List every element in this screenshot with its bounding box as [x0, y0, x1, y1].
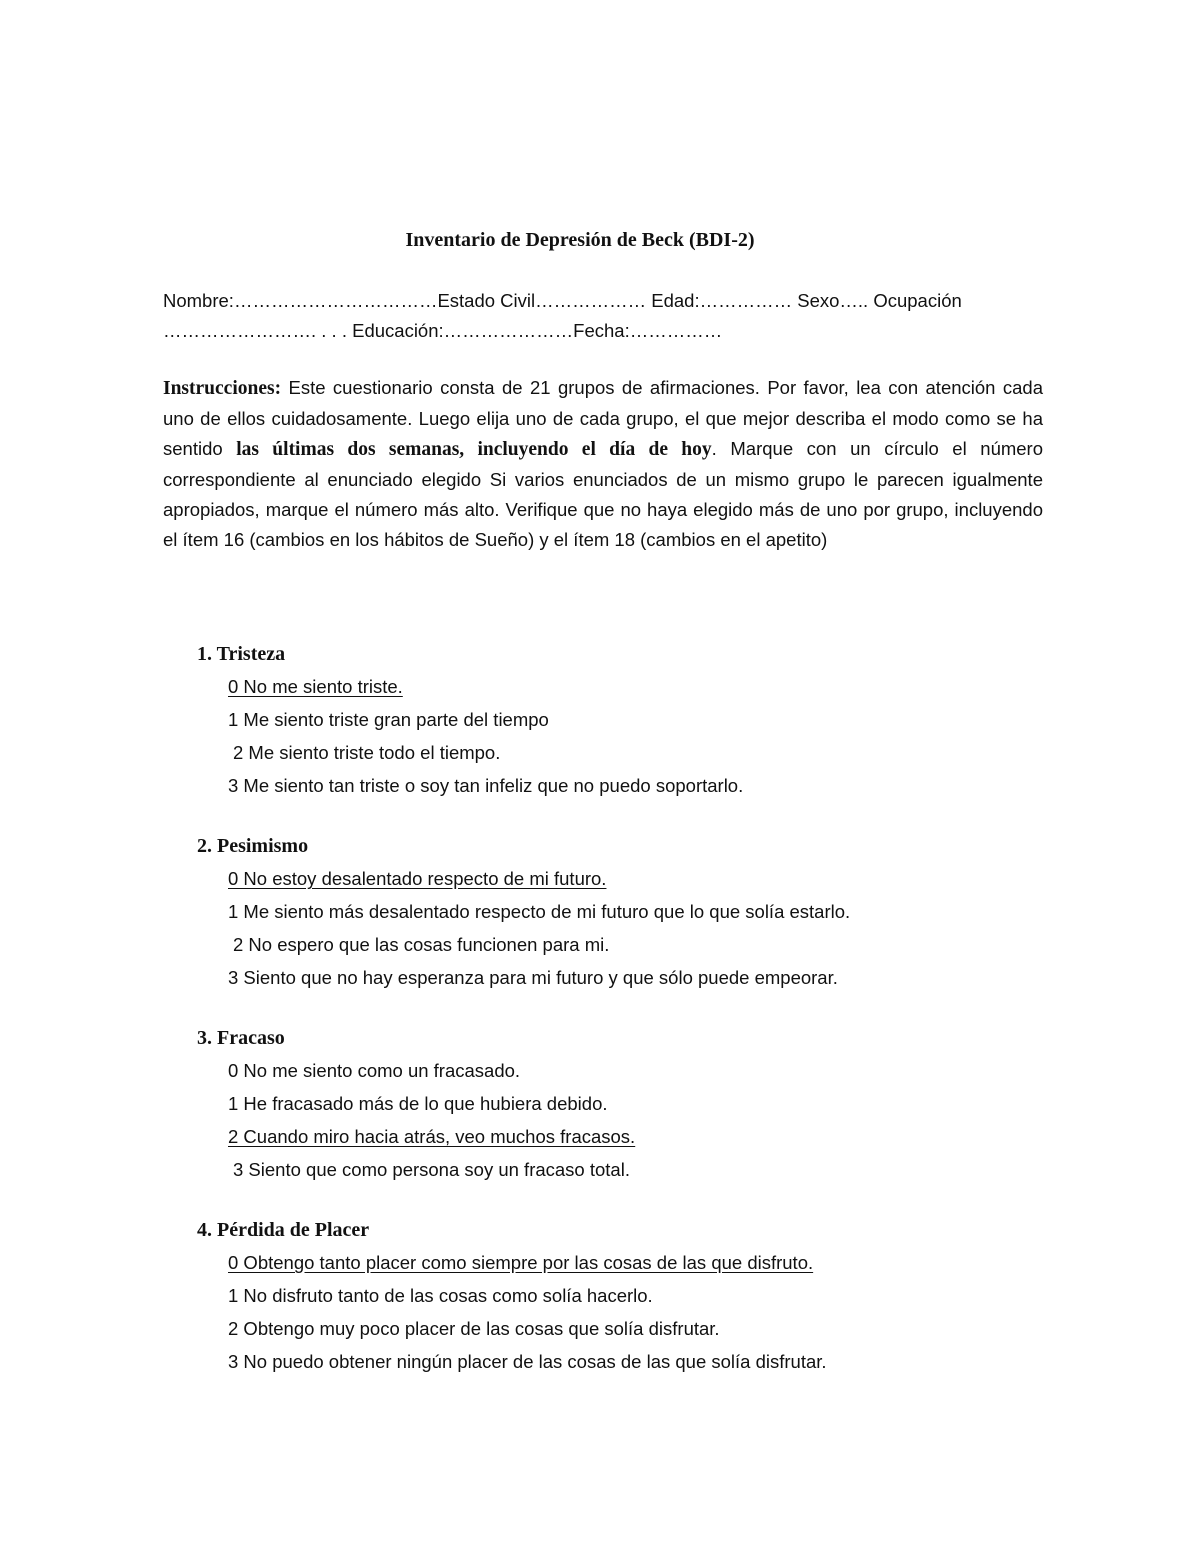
- respondent-fields: [163, 286, 1043, 346]
- option-selected[interactable]: 2 Cuando miro hacia atrás, veo muchos fracasos.: [228, 1126, 636, 1147]
- item-pesimismo: [197, 830, 1057, 994]
- option[interactable]: 3 Siento que no hay esperanza para mi futuro y que sólo puede empeorar.: [228, 967, 838, 988]
- item-perdida-de-placer: [197, 1214, 1057, 1378]
- option[interactable]: 1 Me siento más desalentado respecto de mi futuro que lo que solía estarlo.: [228, 901, 851, 922]
- option[interactable]: 3 Siento que como persona soy un fracaso total.: [233, 1159, 630, 1180]
- item-fracaso: [197, 1022, 1057, 1186]
- option[interactable]: 2 No espero que las cosas funcionen para mi.: [233, 934, 610, 955]
- instructions-text-1: Este cuestionario consta de 21 grupos de afirmaciones. Por favor, lea con atención cada uno de ellos cuidadosamente. Luego elija uno de cada grupo, el que mejor describa el modo como se ha sentido: [163, 377, 1043, 459]
- option[interactable]: 0 No me siento como un fracasado.: [228, 1060, 521, 1081]
- item-tristeza: [197, 638, 1057, 802]
- item-heading: 2. Pesimismo: [197, 835, 309, 857]
- item-heading: 1. Tristeza: [197, 643, 286, 665]
- respondent-fields-line-2: ……………………. . . . Educación:…………………Fecha:……………: [163, 320, 723, 341]
- option[interactable]: 2 Me siento triste todo el tiempo.: [233, 742, 501, 763]
- option[interactable]: 2 Obtengo muy poco placer de las cosas que solía disfrutar.: [228, 1318, 720, 1339]
- instructions-label: Instrucciones:: [163, 378, 282, 399]
- item-heading: 4. Pérdida de Placer: [197, 1219, 370, 1241]
- option-selected[interactable]: 0 Obtengo tanto placer como siempre por las cosas de las que disfruto.: [228, 1252, 814, 1273]
- instructions-paragraph: [163, 373, 1043, 555]
- option-list: [228, 862, 1057, 994]
- option[interactable]: 1 No disfruto tanto de las cosas como solía hacerlo.: [228, 1285, 653, 1306]
- option-list: [228, 1054, 1057, 1186]
- document-title: Inventario de Depresión de Beck (BDI-2): [405, 229, 755, 251]
- option-list: [228, 670, 1057, 802]
- option[interactable]: 3 Me siento tan triste o soy tan infeliz que no puedo soportarlo.: [228, 775, 744, 796]
- option-selected[interactable]: 0 No me siento triste.: [228, 676, 403, 697]
- option[interactable]: 1 Me siento triste gran parte del tiempo: [228, 709, 549, 730]
- instructions-emphasis: las últimas dos semanas, incluyendo el día de hoy: [236, 439, 712, 460]
- item-heading: 3. Fracaso: [197, 1027, 285, 1049]
- option[interactable]: 3 No puedo obtener ningún placer de las cosas de las que solía disfrutar.: [228, 1351, 827, 1372]
- option[interactable]: 1 He fracasado más de lo que hubiera debido.: [228, 1093, 608, 1114]
- option-selected[interactable]: 0 No estoy desalentado respecto de mi futuro.: [228, 868, 607, 889]
- respondent-fields-line-1: Nombre:……………………………Estado Civil……………… Edad:…………… Sexo….. Ocupación: [163, 290, 962, 311]
- option-list: [228, 1246, 1057, 1378]
- instructions-text-2: . Marque con un círculo el número correspondiente al enunciado elegido Si varios enunciados de un mismo grupo le parecen igualmente apropiados, marque el número más alto. Verifique que no haya elegido más de uno por grupo, incluyendo el ítem 16 (cambios en los hábitos de Sueño) y el ítem 18 (cambios en el apetito): [163, 438, 1044, 550]
